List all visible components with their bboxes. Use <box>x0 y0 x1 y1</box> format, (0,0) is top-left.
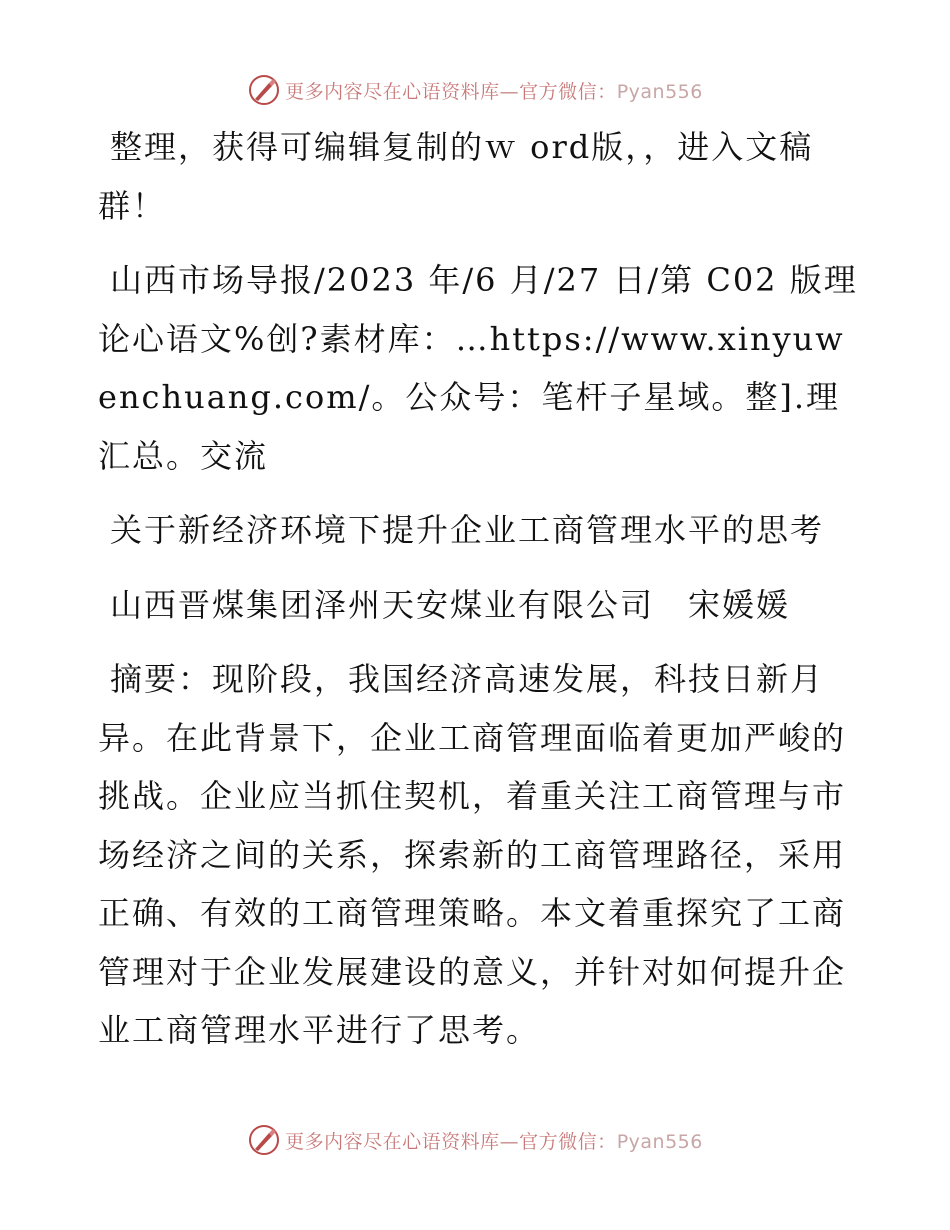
source-paragraph: 山西市场导报/2023 年/6 月/27 日/第 C02 版理论心语文%创?素材库：…https://www.xinyuwenchuang.com/。公众号：笔杆子星域。整].理汇总。交流 <box>98 261 858 475</box>
banner-text: 更多内容尽在心语资料库—官方微信：Pyan556 <box>285 1130 703 1153</box>
intro-paragraph: 整理，获得可编辑复制的ｗ ord版，，进入文稿群！ <box>98 128 814 225</box>
footer-banner <box>0 1120 950 1160</box>
pen-logo-icon <box>247 73 281 107</box>
pen-logo-icon <box>247 1123 281 1157</box>
author-line: 山西晋煤集团泽州天安煤业有限公司 宋媛媛 <box>110 585 791 624</box>
article-title: 关于新经济环境下提升企业工商管理水平的思考 <box>110 511 825 549</box>
banner-text: 更多内容尽在心语资料库—官方微信：Pyan556 <box>285 80 703 103</box>
abstract-paragraph: 摘要：现阶段，我国经济高速发展，科技日新月异。在此背景下，企业工商管理面临着更加严峻的挑战。企业应当抓住契机，着重关注工商管理与市场经济之间的关系，探索新的工商管理路径，采用正确、有效的工商管理策略。本文着重探究了工商管理对于企业发展建设的意义，并针对如何提升企业工商管理水平进行了思考。 <box>98 660 847 1049</box>
header-banner <box>0 70 950 110</box>
document-body <box>98 118 858 1060</box>
